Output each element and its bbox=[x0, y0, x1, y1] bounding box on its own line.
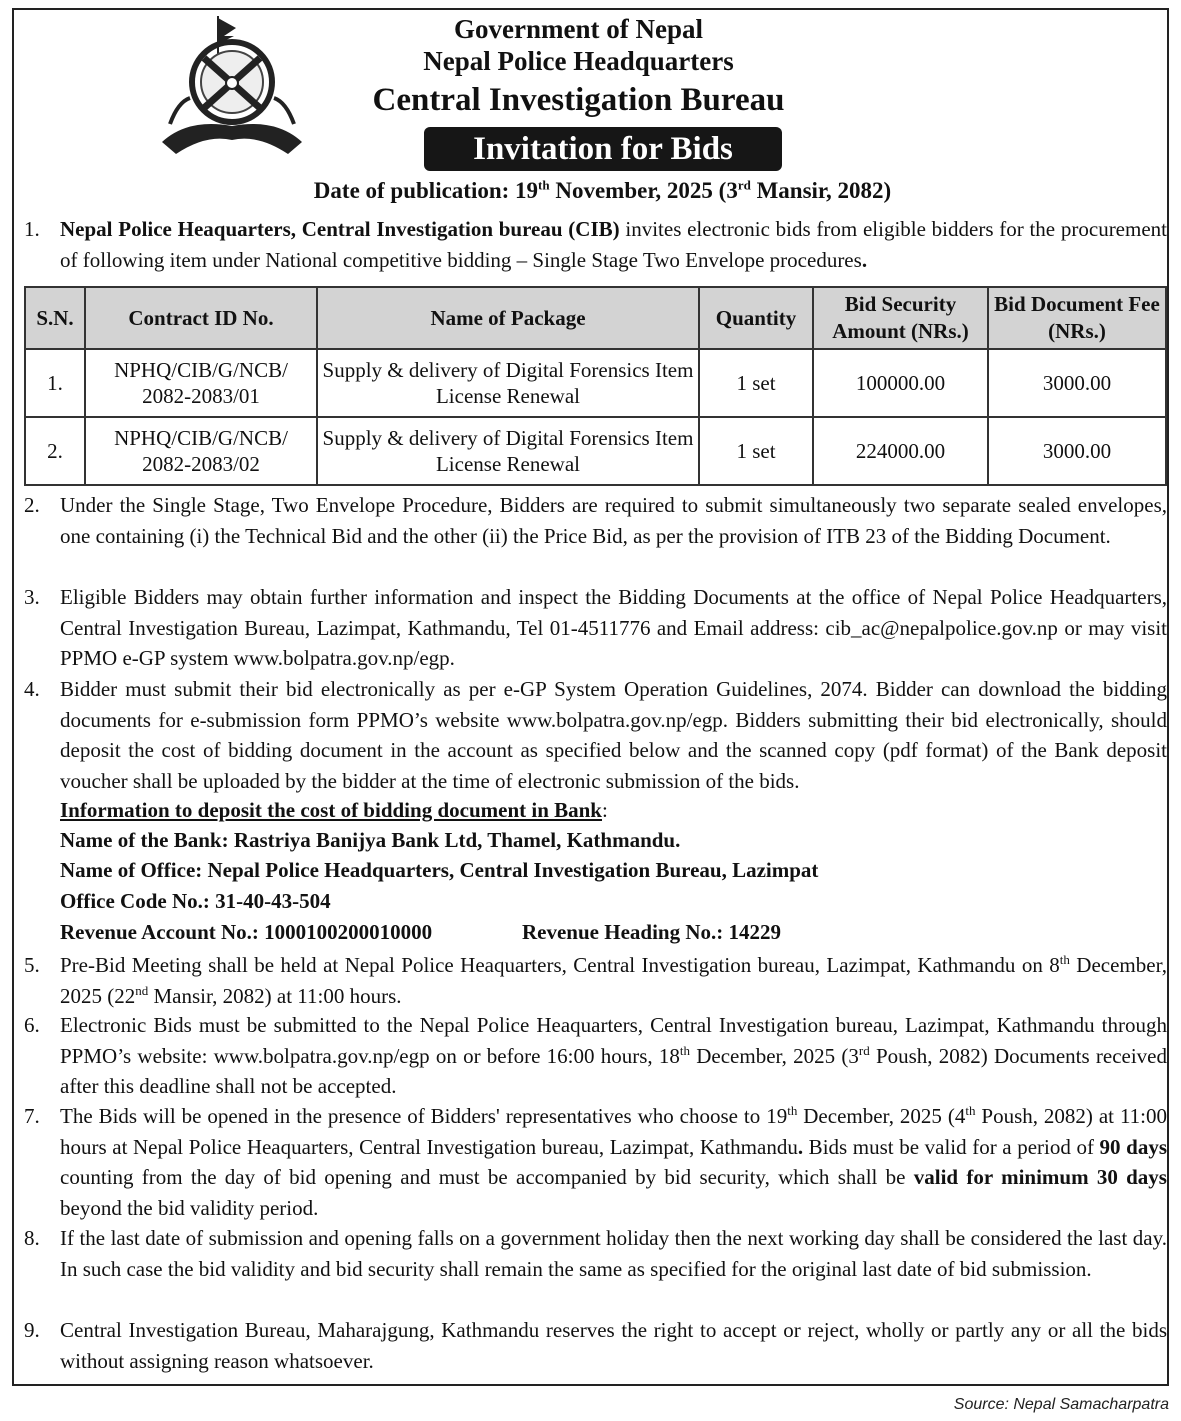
cell-contract-id: NPHQ/CIB/G/NCB/ 2082-2083/02 bbox=[85, 417, 317, 485]
header-police-hq: Nepal Police Headquarters bbox=[423, 46, 734, 76]
col-header-bid-security: Bid Security Amount (NRs.) bbox=[813, 287, 988, 349]
list-item: 6. Electronic Bids must be submitted to the Nepal Police Heaquarters, Central Investigation bureau, Lazimpat, Kathmandu through PPMO’s website: www.bolpatra.gov.np/egp on or before 16:00 hours, 18th December, 2025 (3rd Poush, 2082) Documents received after this deadline shall not be accepted. bbox=[24, 1013, 1167, 1098]
office-name: Name of Office: Nepal Police Headquarters, Central Investigation Bureau, Lazimpat bbox=[60, 858, 819, 882]
bank-info-heading: Information to deposit the cost of bidding document in Bank: bbox=[60, 798, 608, 822]
cell-quantity: 1 set bbox=[699, 349, 813, 417]
header-government: Government of Nepal bbox=[454, 14, 703, 44]
list-item: 2. Under the Single Stage, Two Envelope Procedure, Bidders are required to submit simultaneously two separate sealed envelopes, one containing (i) the Technical Bid and the other (ii) the Price Bid, as per the provision of ITB 23 of the Bidding Document. bbox=[24, 493, 1167, 548]
revenue-account: Revenue Account No.: 1000100200010000 bbox=[60, 920, 433, 944]
cell-package: Supply & delivery of Digital Forensics Item License Renewal bbox=[317, 349, 699, 417]
list-item: 7. The Bids will be opened in the presence of Bidders' representatives who choose to 19th December, 2025 (4th Poush, 2082) at 11:00 hours at Nepal Police Heaquarters, Central Investigation bureau, Lazimpat, Kathmandu. Bids must be valid for a period of 90 days counting from the day of bid opening and must be accompanied by bid security, which shall be valid for minimum 30 days beyond the bid validity period. bbox=[24, 1103, 1168, 1220]
list-item: 1. Nepal Police Heaquarters, Central Investigation bureau (CIB) invites electronic bids from eligible bidders for the procurement of following item under National competitive bidding – Single Stage Two Envelope procedures. bbox=[24, 217, 1167, 272]
list-item: 8. If the last date of submission and opening falls on a government holiday then the next working day shall be considered the last day. In such case the bid validity and bid security shall remain the same as specified for the original last date of bid submission. bbox=[24, 1226, 1167, 1281]
cell-doc-fee: 3000.00 bbox=[988, 417, 1166, 485]
col-header-sn: S.N. bbox=[25, 287, 85, 349]
col-header-doc-fee: Bid Document Fee (NRs.) bbox=[988, 287, 1166, 349]
office-code: Office Code No.: 31-40-43-504 bbox=[60, 889, 331, 913]
table-row bbox=[25, 349, 1166, 417]
bank-name: Name of the Bank: Rastriya Banijya Bank Ltd, Thamel, Kathmandu. bbox=[60, 828, 681, 852]
header-cib: Central Investigation Bureau bbox=[372, 82, 785, 118]
cell-sn: 1. bbox=[25, 349, 85, 417]
list-item: 5. Pre-Bid Meeting shall be held at Nepal Police Heaquarters, Central Investigation bureau, Lazimpat, Kathmandu on 8th December, 2025 (22nd Mansir, 2082) at 11:00 hours. bbox=[24, 952, 1167, 1008]
bid-table bbox=[24, 286, 1167, 486]
cell-bid-security: 224000.00 bbox=[813, 417, 988, 485]
revenue-heading: Revenue Heading No.: 14229 bbox=[522, 920, 781, 944]
col-header-contract-id: Contract ID No. bbox=[85, 287, 317, 349]
table-row bbox=[25, 417, 1166, 485]
list-item: 4. Bidder must submit their bid electronically as per e-GP System Operation Guidelines, 2074. Bidder can download the bidding documents for e-submission form PPMO’s website www.bolpatra.gov.np/egp. Bidders submitting their bid electronically, should deposit the cost of bidding document in the account as specified below and the scanned copy (pdf format) of the Bank deposit voucher shall be uploaded by the bidder at the time of electronic submission of the bids. bbox=[24, 677, 1167, 793]
cell-quantity: 1 set bbox=[699, 417, 813, 485]
col-header-quantity: Quantity bbox=[699, 287, 813, 349]
cell-contract-id: NPHQ/CIB/G/NCB/ 2082-2083/01 bbox=[85, 349, 317, 417]
list-item: 3. Eligible Bidders may obtain further information and inspect the Bidding Documents at the office of Nepal Police Headquarters, Central Investigation Bureau, Lazimpat, Kathmandu, Tel 01-4511776 and Email address: cib_ac@nepalpolice.gov.np or may visit PPMO e-GP system www.bolpatra.gov.np/egp. bbox=[24, 585, 1167, 670]
table-header-row bbox=[25, 287, 1166, 349]
cell-sn: 2. bbox=[25, 417, 85, 485]
cell-package: Supply & delivery of Digital Forensics Item License Renewal bbox=[317, 417, 699, 485]
cell-bid-security: 100000.00 bbox=[813, 349, 988, 417]
cell-doc-fee: 3000.00 bbox=[988, 349, 1166, 417]
invitation-banner: Invitation for Bids bbox=[424, 127, 782, 171]
list-item: 9. Central Investigation Bureau, Maharajgung, Kathmandu reserves the right to accept or reject, wholly or partly any or all the bids without assigning reason whatsoever. bbox=[24, 1318, 1167, 1373]
publication-date: Date of publication: 19th November, 2025 (3rd Mansir, 2082) bbox=[313, 177, 892, 203]
col-header-package: Name of Package bbox=[317, 287, 699, 349]
source-credit: Source: Nepal Samacharpatra bbox=[953, 1396, 1169, 1413]
